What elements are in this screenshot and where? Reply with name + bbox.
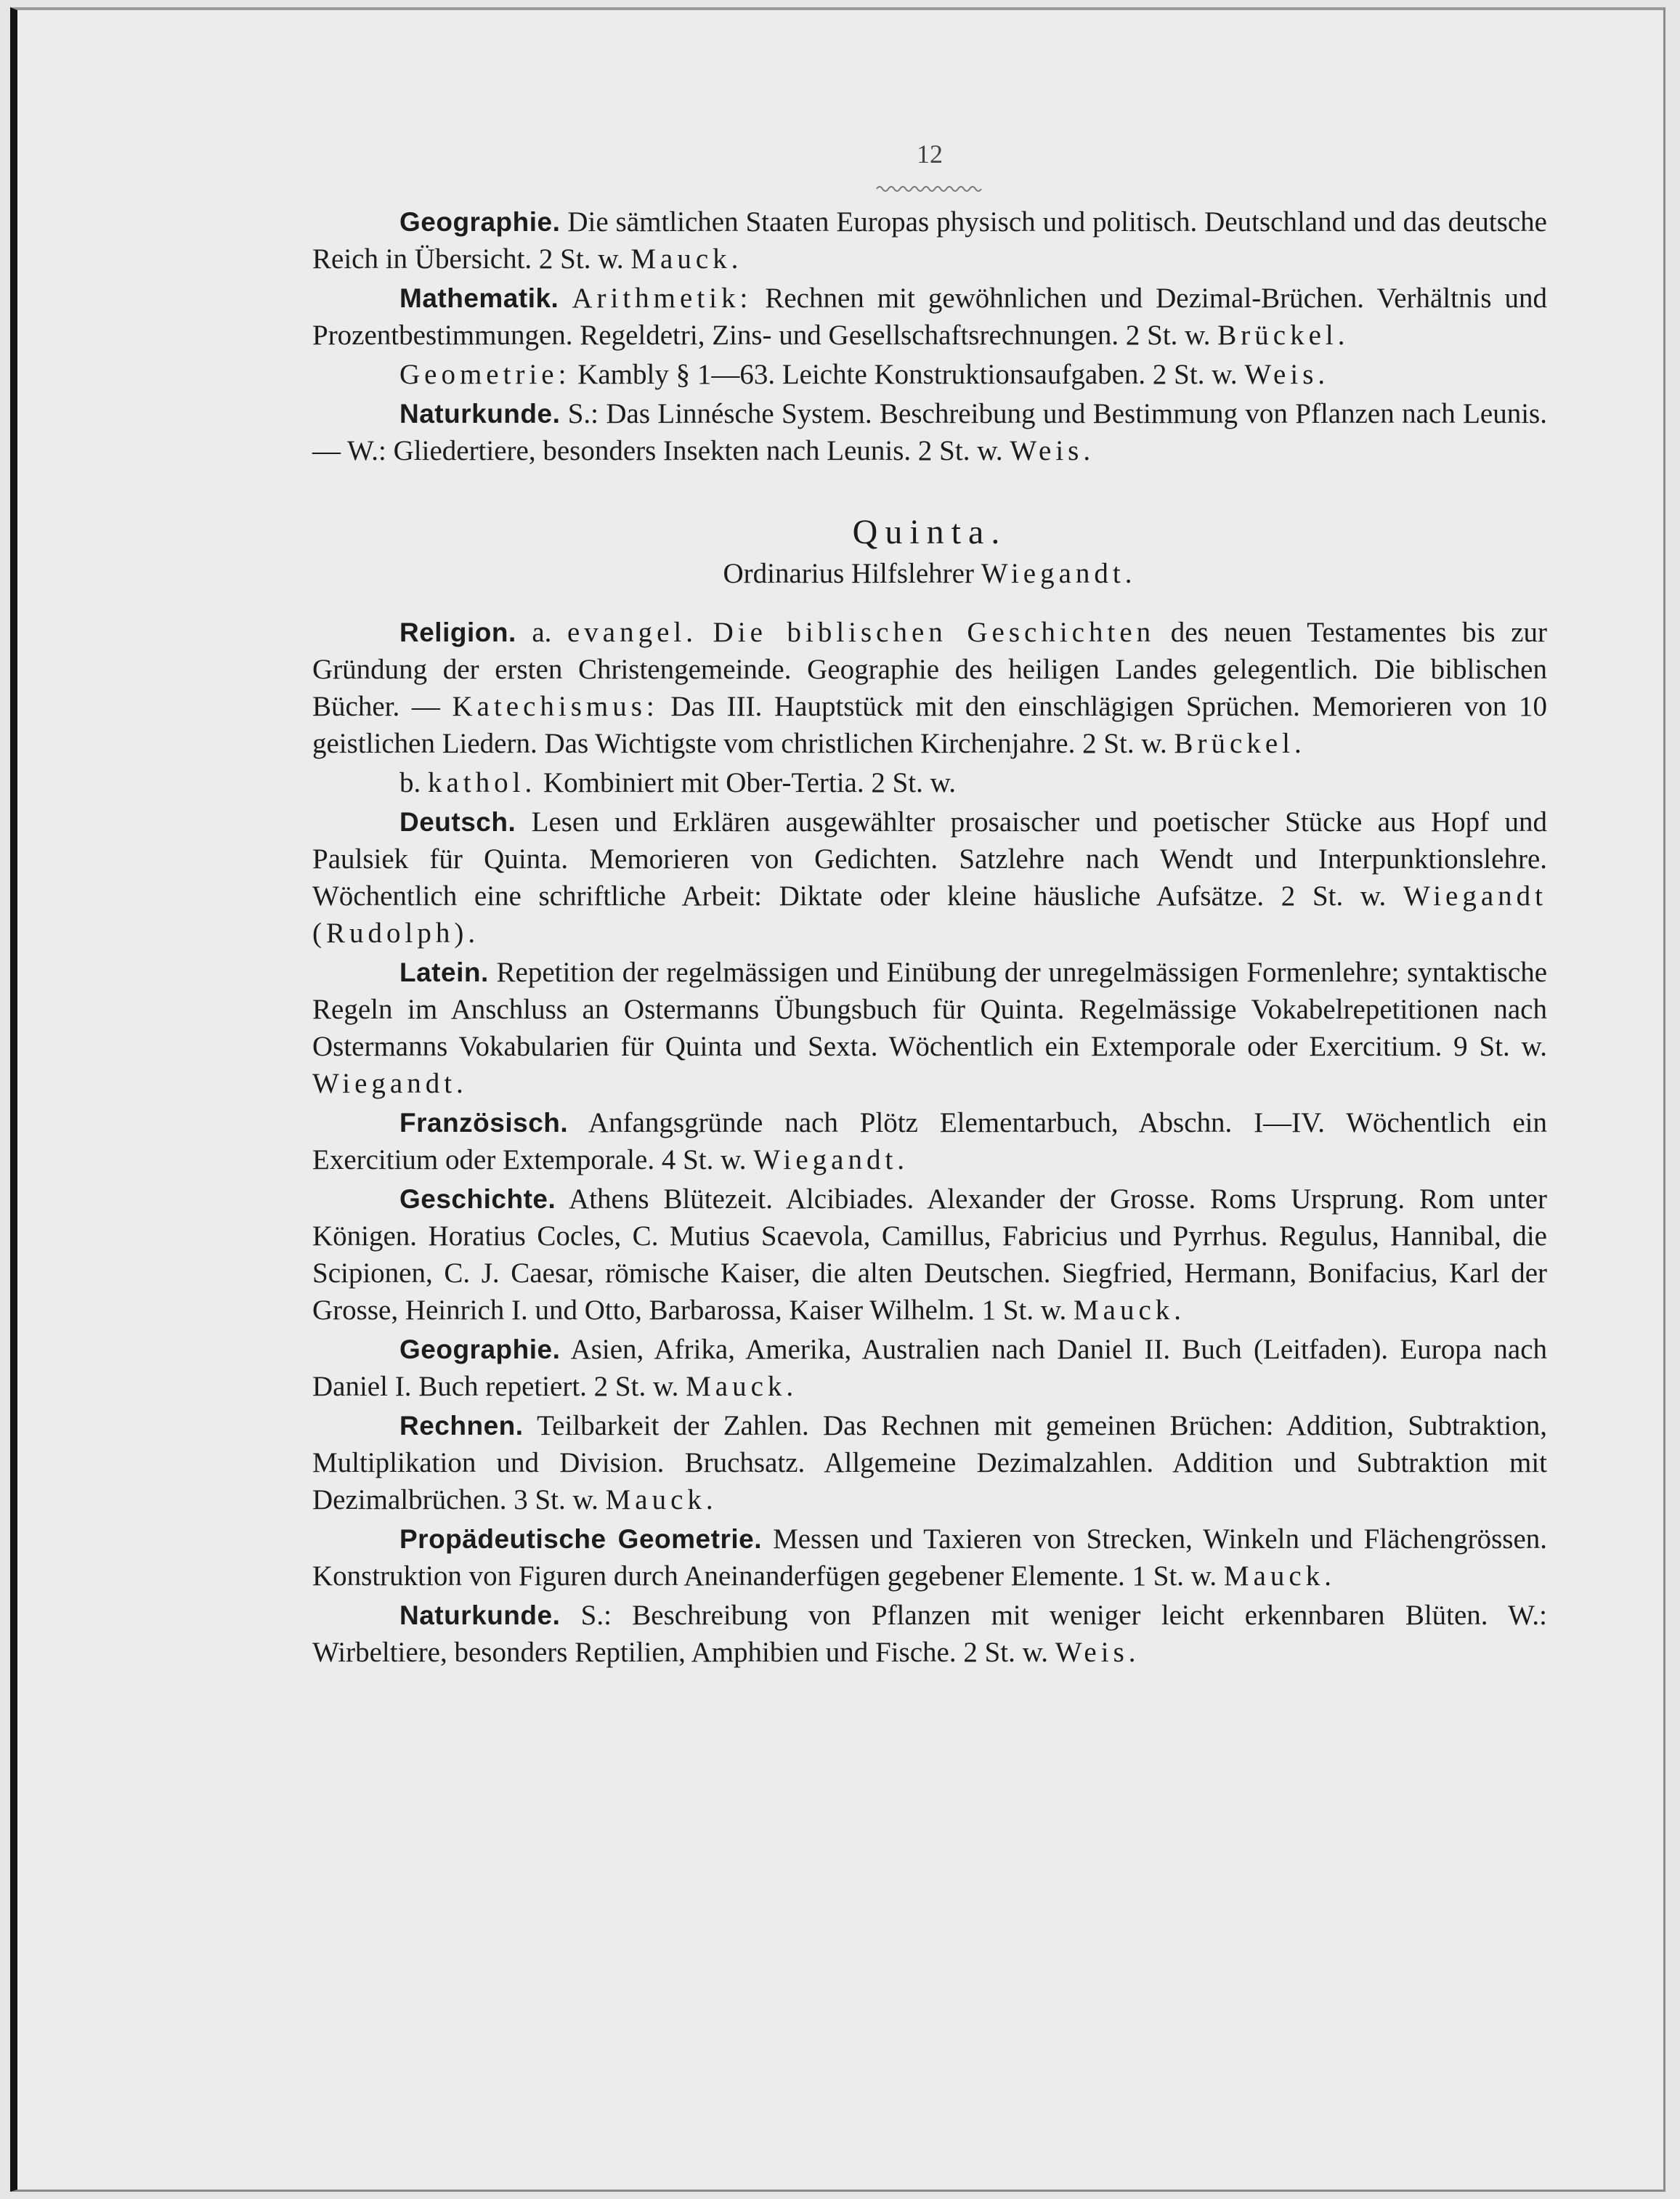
subject-paragraph	[312, 1104, 1547, 1178]
spaced-text: Weis.	[1010, 435, 1095, 466]
spaced-text: Mauck.	[1074, 1295, 1186, 1326]
spaced-text: Geometrie:	[399, 359, 571, 390]
body-text: Die sämtlichen Staaten Europas physisch und politisch. Deutschland und das deutsche Reich in Übersicht. 2 St. w.	[312, 206, 1547, 275]
subject-paragraph	[312, 614, 1547, 762]
subject-paragraph	[312, 203, 1547, 278]
subject-heading: Religion.	[399, 617, 516, 647]
subject-paragraph	[312, 954, 1547, 1102]
subject-paragraph	[312, 356, 1547, 393]
ornamental-rule	[312, 169, 1547, 189]
subject-heading: Mathematik.	[399, 283, 559, 313]
body-text: S.: Beschreibung von Pflanzen mit weniger leicht erkennbaren Blüten. W.: Wirbeltiere, besonders Reptilien, Amphibien und Fische. 2 St. w.	[312, 1600, 1547, 1668]
spaced-text: Weis.	[1055, 1637, 1140, 1668]
subject-paragraph	[312, 1331, 1547, 1405]
body-text: Das III. Hauptstück mit den einschlägigen Sprüchen. Memorieren von 10 geistlichen Liedern. Das Wichtigste vom christlichen Kirchenjahre. 2 St. w.	[312, 691, 1548, 759]
body-text: Rechnen mit gewöhnlichen und Dezimal-Brüchen. Verhältnis und Prozentbestimmungen. Regeldetri, Zins- und Gesellschaftsrechnungen. 2 St. w.	[312, 283, 1547, 351]
subject-paragraph	[312, 395, 1547, 469]
spaced-text: Weis.	[1244, 359, 1330, 390]
page-content	[312, 139, 1547, 1673]
subject-heading: Französisch.	[399, 1108, 569, 1138]
body-text: Lesen und Erklären ausgewählter prosaischer und poetischer Stücke aus Hopf und Paulsiek für Quinta. Memorieren von Gedichten. Satzlehre nach Wendt und Interpunktionslehre. Wöchentlich eine schriftliche Arbeit: Diktate oder kleine häusliche Aufsätze. 2 St. w.	[312, 806, 1547, 912]
spaced-text: Wiegandt.	[312, 1068, 468, 1099]
spaced-text: Brückel.	[1174, 728, 1306, 759]
body-text: Ordinarius Hilfslehrer	[723, 558, 981, 589]
subject-paragraph	[312, 1520, 1547, 1595]
subject-heading: Latein.	[399, 957, 489, 987]
body-text: Kambly § 1—63. Leichte Konstruktionsaufgaben. 2 St. w.	[570, 359, 1245, 390]
body-text: Athens Blütezeit. Alcibiades. Alexander der Grosse. Roms Ursprung. Rom unter Königen. Horatius Cocles, C. Mutius Scaevola, Camillus, Fabricius und Pyrrhus. Regulus, Hannibal, die Scipionen, C. J. Caesar, römische Kaiser, die alten Deutschen. Siegfried, Hermann, Bonifacius, Karl der Grosse, Heinrich I. und Otto, Barbarossa, Kaiser Wilhelm. 1 St. w.	[312, 1183, 1547, 1326]
subject-heading: Geographie.	[399, 207, 561, 237]
spaced-text: Wiegandt.	[981, 558, 1137, 589]
section-title: Quinta.	[852, 513, 1007, 551]
body-text: a.	[516, 617, 567, 648]
body-text: Repetition der regelmässigen und Einübung der unregelmässigen Formenlehre; syntaktische Regeln im Anschluss an Ostermanns Übungsbuch für Quinta. Regelmässige Vokabelrepetitionen nach Ostermanns Vokabularien für Quinta und Sexta. Wöchentlich ein Extemporale oder Exercitium. 9 St. w.	[312, 957, 1547, 1062]
subject-paragraph	[312, 1407, 1547, 1518]
spaced-text: evangel.	[567, 617, 697, 648]
spaced-text: Brückel.	[1217, 320, 1350, 351]
body-text	[697, 617, 713, 648]
spaced-text: Katechismus:	[452, 691, 659, 722]
text-blocks	[312, 203, 1547, 1671]
body-text	[559, 283, 572, 314]
subject-heading: Geschichte.	[399, 1184, 556, 1214]
subject-paragraph	[312, 1597, 1547, 1671]
body-text: Asien, Afrika, Amerika, Australien nach Daniel II. Buch (Leitfaden). Europa nach Daniel I. Buch repetiert. 2 St. w.	[312, 1334, 1547, 1402]
ordinarius-line	[312, 555, 1547, 592]
body-text: des neuen Testamentes bis zur Gründung der ersten Christengemeinde. Geographie des heiligen Landes gelegentlich. Die biblischen Bücher. —	[312, 617, 1547, 722]
spaced-text: Mauck.	[605, 1484, 718, 1515]
subject-heading: Naturkunde.	[399, 1600, 561, 1630]
body-text: Messen und Taxieren von Strecken, Winkeln und Flächengrössen. Konstruktion von Figuren durch Aneinanderfügen gegebener Elemente. 1 St. w.	[312, 1523, 1547, 1592]
subject-heading: Propädeutische Geometrie.	[399, 1524, 762, 1554]
subject-paragraph	[312, 1181, 1547, 1329]
body-text: Anfangsgründe nach Plötz Elementarbuch, Abschn. I—IV. Wöchentlich ein Exercitium oder Extemporale. 4 St. w.	[312, 1107, 1547, 1175]
subject-paragraph	[312, 764, 1547, 801]
page-number: 12	[917, 139, 943, 169]
body-text: b.	[399, 767, 428, 798]
subject-heading: Deutsch.	[399, 807, 516, 837]
spaced-text: kathol.	[428, 767, 537, 798]
subject-heading: Geographie.	[399, 1335, 561, 1364]
spaced-text: Wiegandt (Rudolph).	[312, 880, 1547, 949]
subject-paragraph	[312, 803, 1547, 952]
wavy-line-icon	[875, 182, 984, 196]
spaced-text: Die biblischen Geschichten	[713, 617, 1156, 648]
body-text: S.: Das Linnésche System. Beschreibung und Bestimmung von Pflanzen nach Leunis. — W.: Gliedertiere, besonders Insekten nach Leunis. 2 St. w.	[312, 398, 1547, 466]
body-text: Kombiniert mit Ober-Tertia. 2 St. w.	[536, 767, 956, 798]
body-text: Teilbarkeit der Zahlen. Das Rechnen mit gemeinen Brüchen: Addition, Subtraktion, Multiplikation und Division. Bruchsatz. Allgemeine Dezimalzahlen. Addition und Subtraktion mit Dezimalbrüchen. 3 St. w.	[312, 1410, 1547, 1515]
spaced-text: Mauck.	[630, 243, 743, 275]
spaced-text: Mauck.	[1223, 1560, 1336, 1592]
spaced-text: Mauck.	[686, 1371, 798, 1402]
subject-paragraph	[312, 280, 1547, 354]
subject-heading: Naturkunde.	[399, 399, 561, 429]
spaced-text: Arithmetik:	[572, 283, 752, 314]
spaced-text: Wiegandt.	[753, 1144, 909, 1175]
subject-heading: Rechnen.	[399, 1411, 524, 1441]
